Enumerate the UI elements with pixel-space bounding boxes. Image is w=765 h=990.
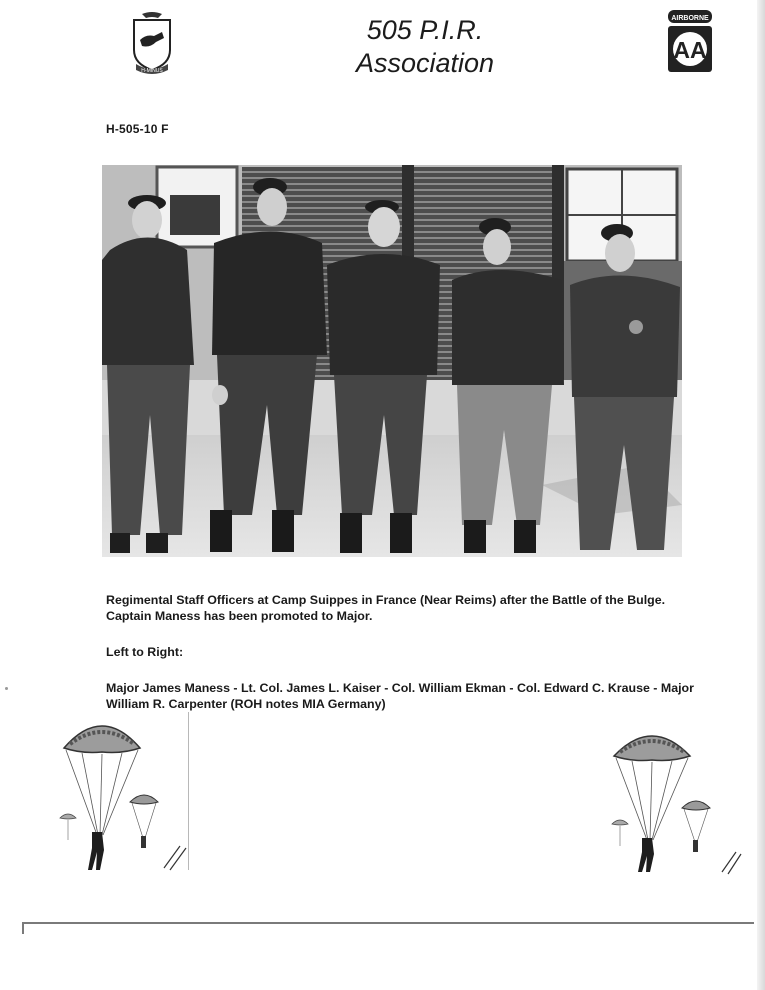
title-line-2: Association <box>355 48 495 78</box>
regimental-crest-icon <box>128 8 176 76</box>
group-photo <box>102 165 682 557</box>
patch-airborne-text: AIRBORNE <box>671 15 709 22</box>
parachutists-icon <box>52 710 192 875</box>
names-list: Major James Maness - Lt. Col. James L. Kaiser - Col. William Ekman - Col. Edward C. Krause - Major William R. Carpenter (ROH notes MIA Germany) <box>106 681 694 711</box>
page-title <box>330 14 520 80</box>
patch-letters: AA <box>673 37 707 63</box>
document-id: H-505-10 F <box>106 122 169 136</box>
scan-speck <box>5 687 8 690</box>
bottom-rule <box>22 922 754 924</box>
scan-edge <box>757 0 765 990</box>
bottom-rule-tick <box>22 922 24 934</box>
crest-text: H-MINUS <box>141 68 163 74</box>
airborne-patch-icon <box>666 8 714 74</box>
left-to-right-label: Left to Right: <box>106 645 184 659</box>
title-line-1: 505 P.I.R. <box>366 15 484 45</box>
parachutists-icon <box>604 722 744 877</box>
photo-caption: Regimental Staff Officers at Camp Suippes in France (Near Reims) after the Battle of the Bulge. Captain Maness has been promoted to Major. <box>106 593 666 623</box>
